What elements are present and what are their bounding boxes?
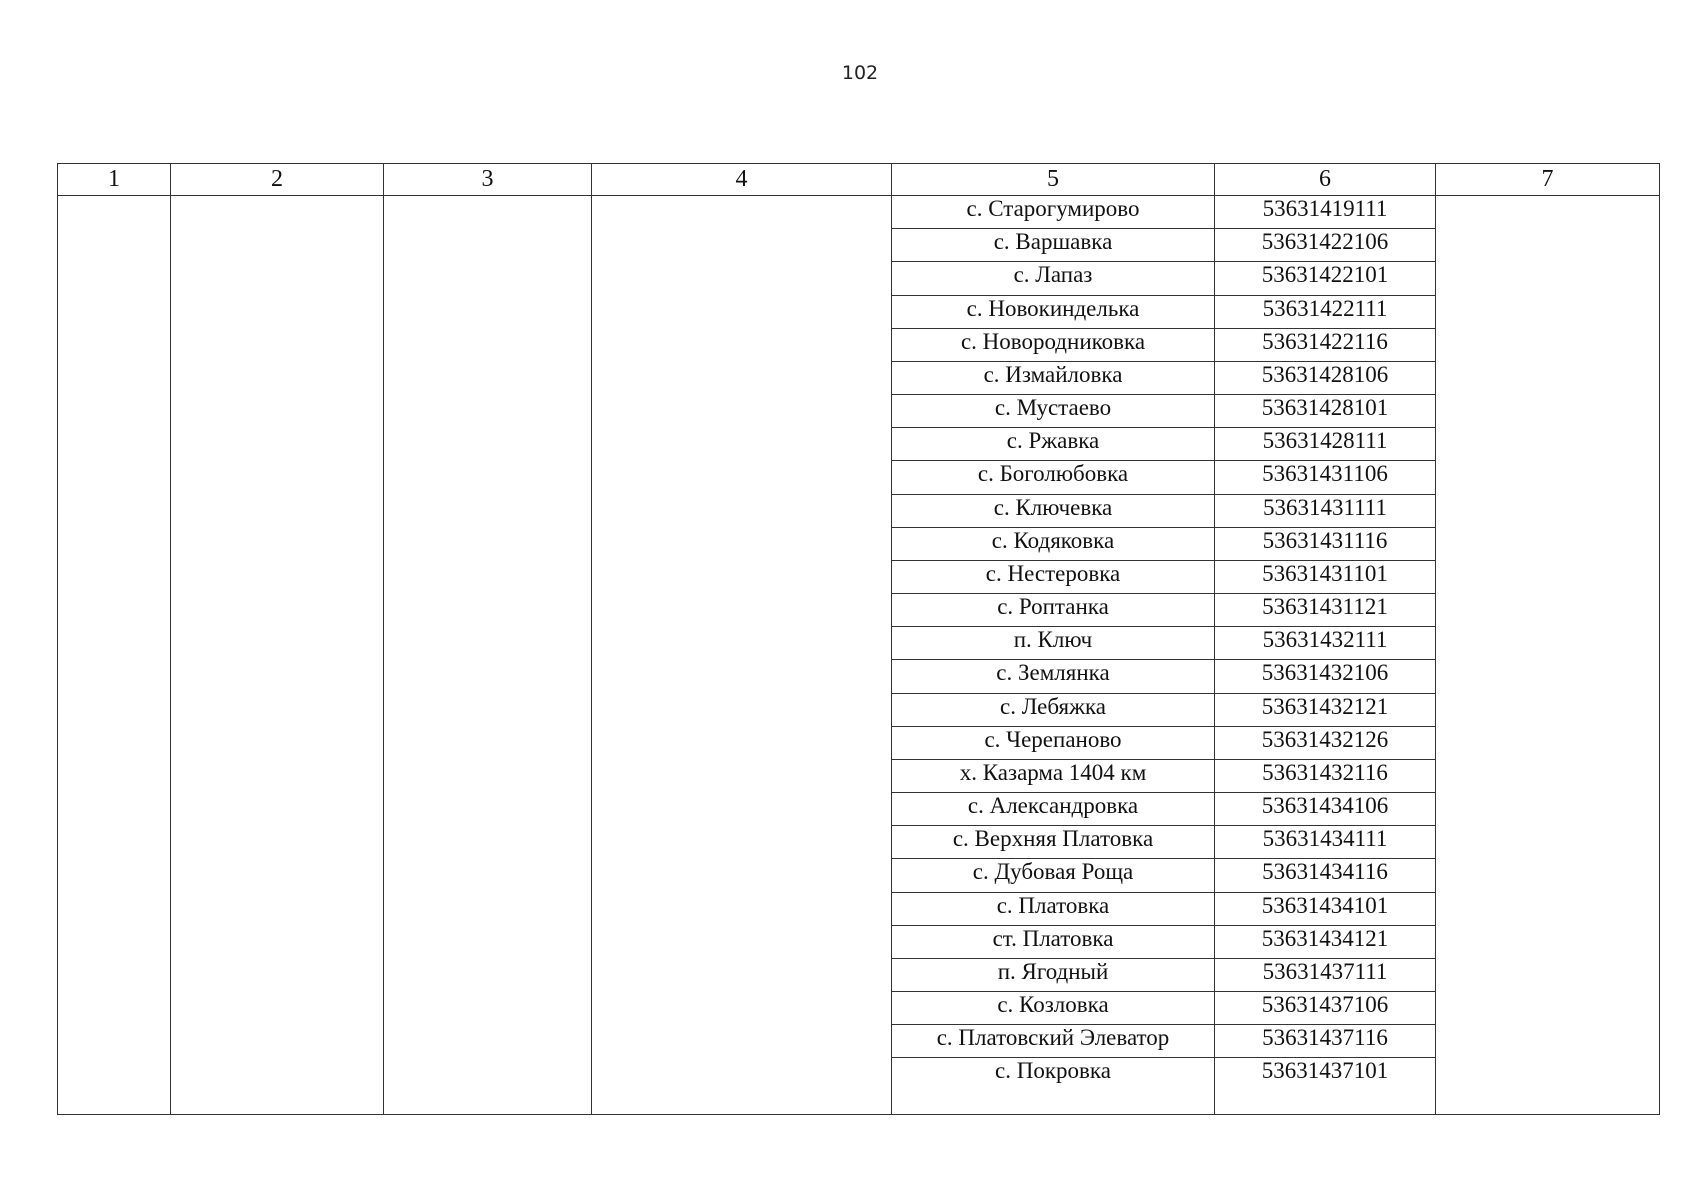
settlement-code-cell: 53631428101 — [1215, 395, 1436, 428]
settlement-code-cell: 53631431121 — [1215, 594, 1436, 627]
settlement-code-cell: 53631431106 — [1215, 461, 1436, 494]
settlements-table — [57, 163, 1660, 1115]
settlement-code-cell: 53631419111 — [1215, 196, 1436, 229]
settlement-code-cell: 53631437101 — [1215, 1058, 1436, 1115]
settlement-code-cell: 53631434106 — [1215, 793, 1436, 826]
table-row — [58, 196, 1660, 229]
settlement-name-cell: с. Нестеровка — [892, 560, 1215, 593]
settlement-code-cell: 53631431116 — [1215, 527, 1436, 560]
column-header-7: 7 — [1436, 164, 1660, 196]
empty-cell-column-3 — [384, 196, 592, 1115]
settlement-name-cell: с. Дубовая Роща — [892, 859, 1215, 892]
column-header-5: 5 — [892, 164, 1215, 196]
empty-cell-column-7 — [1436, 196, 1660, 1115]
settlement-code-cell: 53631432126 — [1215, 726, 1436, 759]
settlement-code-cell: 53631437116 — [1215, 1025, 1436, 1058]
settlement-name-cell: с. Кодяковка — [892, 527, 1215, 560]
settlement-name-cell: с. Лебяжка — [892, 693, 1215, 726]
settlement-code-cell: 53631428106 — [1215, 361, 1436, 394]
settlement-code-cell: 53631431101 — [1215, 560, 1436, 593]
settlement-code-cell: 53631434101 — [1215, 892, 1436, 925]
settlement-code-cell: 53631434121 — [1215, 925, 1436, 958]
settlement-name-cell: с. Варшавка — [892, 229, 1215, 262]
header-row — [58, 164, 1660, 196]
settlement-code-cell: 53631437111 — [1215, 958, 1436, 991]
settlement-name-cell: с. Ключевка — [892, 494, 1215, 527]
settlement-name-cell: с. Лапаз — [892, 262, 1215, 295]
settlement-name-cell: с. Черепаново — [892, 726, 1215, 759]
column-header-1: 1 — [58, 164, 171, 196]
settlement-code-cell: 53631431111 — [1215, 494, 1436, 527]
column-header-6: 6 — [1215, 164, 1436, 196]
column-header-3: 3 — [384, 164, 592, 196]
settlement-name-cell: с. Козловка — [892, 992, 1215, 1025]
settlement-code-cell: 53631422106 — [1215, 229, 1436, 262]
settlement-name-cell: с. Новокинделька — [892, 295, 1215, 328]
empty-cell-column-4 — [592, 196, 892, 1115]
settlement-code-cell: 53631434116 — [1215, 859, 1436, 892]
settlement-name-cell: с. Верхняя Платовка — [892, 826, 1215, 859]
settlement-code-cell: 53631432111 — [1215, 627, 1436, 660]
settlement-name-cell: с. Измайловка — [892, 361, 1215, 394]
column-header-4: 4 — [592, 164, 892, 196]
settlement-code-cell: 53631422116 — [1215, 328, 1436, 361]
settlement-code-cell: 53631432121 — [1215, 693, 1436, 726]
settlement-code-cell: 53631434111 — [1215, 826, 1436, 859]
settlement-name-cell: с. Александровка — [892, 793, 1215, 826]
settlement-name-cell: с. Ржавка — [892, 428, 1215, 461]
settlement-code-cell: 53631437106 — [1215, 992, 1436, 1025]
settlement-name-cell: с. Платовский Элеватор — [892, 1025, 1215, 1058]
table-body — [58, 196, 1660, 1115]
settlement-code-cell: 53631432116 — [1215, 759, 1436, 792]
settlement-name-cell: с. Роптанка — [892, 594, 1215, 627]
settlement-name-cell: с. Старогумирово — [892, 196, 1215, 229]
settlement-code-cell: 53631428111 — [1215, 428, 1436, 461]
empty-cell-column-1 — [58, 196, 171, 1115]
settlement-name-cell: с. Платовка — [892, 892, 1215, 925]
settlement-name-cell: с. Землянка — [892, 660, 1215, 693]
settlement-name-cell: с. Мустаево — [892, 395, 1215, 428]
settlement-code-cell: 53631422101 — [1215, 262, 1436, 295]
column-header-2: 2 — [171, 164, 384, 196]
settlement-name-cell: ст. Платовка — [892, 925, 1215, 958]
page-number: 102 — [841, 62, 879, 84]
settlement-code-cell: 53631422111 — [1215, 295, 1436, 328]
settlement-code-cell: 53631432106 — [1215, 660, 1436, 693]
settlement-name-cell: х. Казарма 1404 км — [892, 759, 1215, 792]
settlement-name-cell: п. Ягодный — [892, 958, 1215, 991]
empty-cell-column-2 — [171, 196, 384, 1115]
settlement-name-cell: п. Ключ — [892, 627, 1215, 660]
settlement-name-cell: с. Боголюбовка — [892, 461, 1215, 494]
settlement-name-cell: с. Покровка — [892, 1058, 1215, 1115]
settlement-name-cell: с. Новородниковка — [892, 328, 1215, 361]
